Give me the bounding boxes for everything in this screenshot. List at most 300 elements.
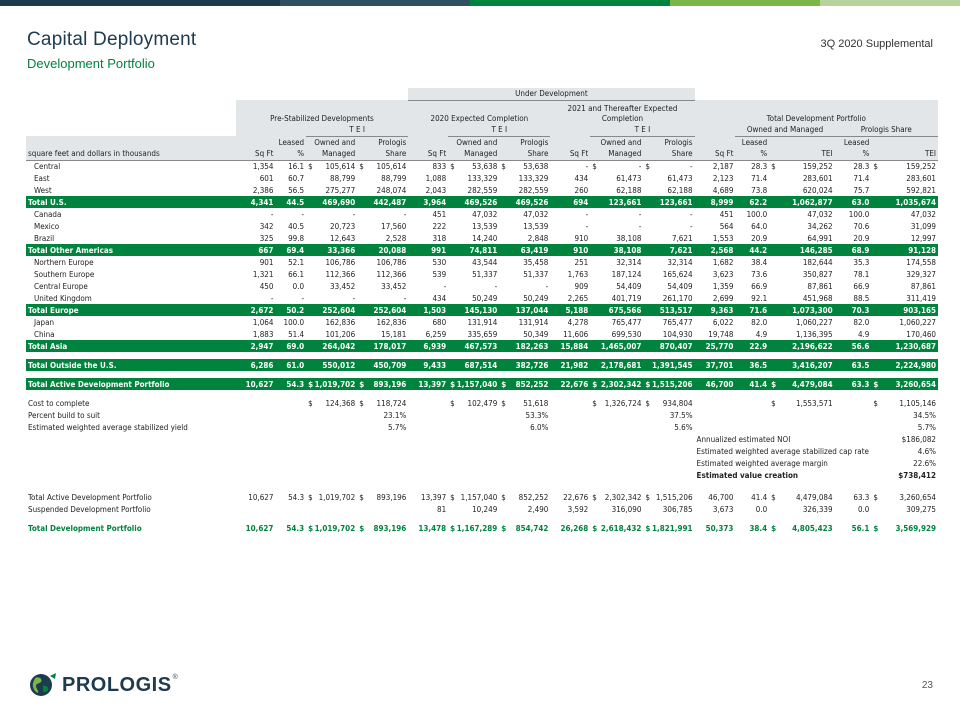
table-cell <box>871 160 938 172</box>
row-label: Total Outside the U.S. <box>26 359 236 371</box>
table-cell <box>735 208 769 220</box>
table-cell <box>408 160 448 172</box>
table-cell <box>590 232 643 244</box>
table-cell <box>735 328 769 340</box>
col-sqft: Sq Ft <box>550 148 590 160</box>
table-cell <box>448 340 499 352</box>
cell-value: 3,416,207 <box>792 360 833 370</box>
table-cell <box>236 328 276 340</box>
col-managed: Managed <box>590 148 643 160</box>
cell-value: 1,167,289 <box>456 523 498 533</box>
table-cell <box>550 232 590 244</box>
dollar-sign: $ <box>592 492 597 502</box>
cell-value: 1,060,227 <box>899 317 936 327</box>
dollar-sign: $ <box>873 492 878 502</box>
topbar-segment <box>820 0 960 6</box>
table-cell <box>769 208 834 220</box>
cell-value: 901 <box>259 257 274 267</box>
table-cell <box>643 397 694 409</box>
table-cell <box>275 491 306 503</box>
cell-value: 81 <box>437 504 447 514</box>
table-cell <box>835 304 872 316</box>
cell-value: 38.4 <box>751 257 768 267</box>
cell-value: 44.5 <box>286 197 305 207</box>
cell-value: 550,012 <box>322 360 356 370</box>
table-cell <box>499 280 550 292</box>
cell-value: - <box>638 221 642 231</box>
table-cell <box>590 340 643 352</box>
table-cell <box>835 397 872 409</box>
table-cell <box>835 522 872 534</box>
header-row-cols2 <box>26 148 938 160</box>
table-cell <box>643 196 694 208</box>
col-leased: Leased <box>835 136 872 148</box>
table-cell <box>550 256 590 268</box>
cell-value: 118,724 <box>376 398 407 408</box>
cell-value: 56.6 <box>851 341 870 351</box>
table-cell <box>306 208 357 220</box>
table-cell <box>448 244 499 256</box>
cell-value: 162,836 <box>325 317 356 327</box>
col-leased: Leased <box>275 136 306 148</box>
cell-value: 0.0 <box>755 504 768 514</box>
dollar-sign: $ <box>771 523 777 533</box>
cell-value: 2,618,432 <box>600 523 642 533</box>
table-cell <box>499 409 550 421</box>
row-label: Japan <box>34 317 55 327</box>
cell-value: 51,337 <box>472 269 498 279</box>
table-cell <box>306 359 357 371</box>
table-cell <box>735 378 769 390</box>
page-number: 23 <box>921 680 933 691</box>
table-cell <box>306 172 357 184</box>
cell-value: 620,024 <box>802 185 833 195</box>
table-cell <box>550 184 590 196</box>
cell-value: 2,265 <box>567 293 589 303</box>
cell-value: 0.0 <box>857 504 870 514</box>
table-cell <box>871 378 938 390</box>
table-cell <box>643 421 694 433</box>
cell-value: 71.4 <box>751 173 768 183</box>
cell-value: 13,397 <box>420 492 447 502</box>
spacer-cell <box>26 371 938 378</box>
table-cell <box>835 232 872 244</box>
cell-value: 2,672 <box>250 305 274 315</box>
spacer-row <box>26 515 938 522</box>
table-cell <box>550 160 590 172</box>
cell-value: 137,044 <box>515 305 549 315</box>
cell-value: 50.2 <box>286 305 305 315</box>
cell-value: 251 <box>574 257 589 267</box>
table-cell <box>871 340 938 352</box>
development-portfolio-table <box>26 88 938 534</box>
cell-value: 106,786 <box>376 257 407 267</box>
table-cell <box>590 256 643 268</box>
table-cell <box>871 268 938 280</box>
table-cell <box>275 503 306 515</box>
dollar-sign: $ <box>501 492 506 502</box>
tei-label: T E I <box>306 124 408 136</box>
cell-value: 3,260,654 <box>899 492 936 502</box>
header-row-sections <box>26 100 938 124</box>
cell-value: 451,968 <box>802 293 833 303</box>
cell-value: 159,252 <box>802 161 833 171</box>
cell-value: 1,321 <box>252 269 274 279</box>
cell-value: 2,043 <box>425 185 447 195</box>
cell-value: 5.6% <box>674 422 693 432</box>
cell-value: 56.1 <box>851 523 870 533</box>
dollar-sign: $ <box>501 379 507 389</box>
table-cell <box>735 359 769 371</box>
table-cell <box>306 244 357 256</box>
dollar-sign: $ <box>450 379 456 389</box>
table-cell <box>835 316 872 328</box>
cell-value: 73.6 <box>751 269 768 279</box>
cell-value: 124,368 <box>325 398 356 408</box>
table-cell <box>357 359 408 371</box>
table-cell <box>590 304 643 316</box>
table-cell <box>357 409 408 421</box>
summary-blank <box>26 457 695 469</box>
table-cell <box>275 196 306 208</box>
row-label: Total Europe <box>26 304 236 316</box>
cell-value: 88.5 <box>853 293 870 303</box>
table-cell <box>275 397 306 409</box>
2021-completion-header: 2021 and Thereafter Expected Completion <box>550 100 694 124</box>
table-cell <box>236 220 276 232</box>
cell-value: 38,108 <box>613 245 642 255</box>
spacer-cell <box>26 390 938 397</box>
table-cell <box>550 328 590 340</box>
table-cell <box>408 359 448 371</box>
cell-value: 833 <box>432 161 447 171</box>
cell-value: 69.0 <box>286 341 305 351</box>
cell-value: 38,108 <box>616 233 642 243</box>
table-cell <box>695 184 736 196</box>
cell-value: 2,178,681 <box>600 360 642 370</box>
cell-value: 1,515,206 <box>652 379 693 389</box>
table-cell <box>306 316 357 328</box>
table-cell <box>769 304 834 316</box>
cell-value: 0.0 <box>292 281 305 291</box>
table-cell <box>695 280 736 292</box>
summary-value: $186,082 <box>901 434 936 444</box>
cell-value: 71.4 <box>853 173 870 183</box>
cell-value: 513,517 <box>659 305 693 315</box>
table-cell <box>236 503 276 515</box>
cell-value: 46,700 <box>708 492 734 502</box>
table-cell <box>408 378 448 390</box>
table-cell <box>275 421 306 433</box>
cell-value: - <box>270 209 274 219</box>
dollar-sign: $ <box>450 398 455 408</box>
table-cell <box>643 208 694 220</box>
cell-value: 63.5 <box>851 360 870 370</box>
cell-value: 1,821,991 <box>652 523 693 533</box>
cell-value: 87,861 <box>807 281 833 291</box>
row-label: Estimated weighted average stabilized yield <box>28 422 188 432</box>
table-cell <box>357 244 408 256</box>
table-cell <box>448 196 499 208</box>
cell-value: 41.4 <box>749 379 768 389</box>
cell-value: 66.1 <box>288 269 305 279</box>
table-cell <box>769 268 834 280</box>
cell-value: - <box>403 293 407 303</box>
table-cell <box>769 316 834 328</box>
row-label: East <box>34 173 50 183</box>
table-cell <box>275 172 306 184</box>
table-cell <box>590 196 643 208</box>
table-cell <box>448 359 499 371</box>
table-cell <box>448 268 499 280</box>
cell-value: 100.0 <box>848 209 870 219</box>
cell-value: 105,614 <box>376 161 407 171</box>
cell-value: 1,019,702 <box>314 379 356 389</box>
table-cell <box>499 208 550 220</box>
table-cell <box>408 280 448 292</box>
cell-value: 1,157,040 <box>460 492 498 502</box>
dollar-sign: $ <box>771 161 776 171</box>
table-cell <box>590 522 643 534</box>
cell-value: 283,601 <box>906 173 936 183</box>
cell-value: 53,638 <box>523 161 549 171</box>
2020-completion-header: 2020 Expected Completion <box>408 100 550 124</box>
table-cell <box>871 232 938 244</box>
table-cell <box>357 503 408 515</box>
cell-value: 63,419 <box>520 245 549 255</box>
table-row <box>26 220 938 232</box>
cell-value: 131,914 <box>467 317 498 327</box>
cell-value: 326,339 <box>802 504 833 514</box>
table-cell <box>448 522 499 534</box>
cell-value: - <box>270 293 274 303</box>
topbar-segment <box>670 0 820 6</box>
table-cell <box>236 196 276 208</box>
cell-value: 264,042 <box>322 341 356 351</box>
cell-value: 35,458 <box>523 257 549 267</box>
table-cell <box>735 220 769 232</box>
cell-value: 451 <box>432 209 447 219</box>
table-cell <box>769 421 834 433</box>
cell-value: 6.0% <box>530 422 549 432</box>
table-cell <box>643 340 694 352</box>
cell-value: 893,196 <box>373 523 407 533</box>
row-label: Total Development Portfolio <box>28 523 142 533</box>
table-cell <box>835 220 872 232</box>
table-cell <box>408 292 448 304</box>
cell-value: 2,224,980 <box>895 360 936 370</box>
cell-value: 687,514 <box>464 360 498 370</box>
cell-value: 309,275 <box>906 504 936 514</box>
cell-value: 66.9 <box>853 281 870 291</box>
spacer-cell <box>26 481 938 491</box>
table-cell <box>275 359 306 371</box>
cell-value: 37.5% <box>669 410 693 420</box>
cell-value: 5.7% <box>388 422 407 432</box>
cell-value: 434 <box>432 293 447 303</box>
cell-value: 342 <box>259 221 274 231</box>
cell-value: 99.8 <box>288 233 305 243</box>
table-cell <box>835 378 872 390</box>
dollar-sign: $ <box>450 523 456 533</box>
table-cell <box>408 220 448 232</box>
cell-value: 54.3 <box>288 492 305 502</box>
tei-label: T E I <box>590 124 694 136</box>
cell-value: 43,544 <box>472 257 498 267</box>
table-cell <box>590 280 643 292</box>
table-cell <box>275 378 306 390</box>
total-row <box>26 378 938 390</box>
cell-value: 451 <box>719 209 734 219</box>
cell-value: 2,848 <box>527 233 549 243</box>
cell-value: 19,748 <box>708 329 734 339</box>
table-cell <box>499 328 550 340</box>
table-cell <box>835 340 872 352</box>
cell-value: 6,286 <box>250 360 274 370</box>
table-cell <box>835 256 872 268</box>
top-color-bar <box>0 0 960 6</box>
table-cell <box>499 522 550 534</box>
cell-value: 6,939 <box>423 341 447 351</box>
col-managed: Managed <box>306 148 357 160</box>
cell-value: 53,638 <box>472 161 498 171</box>
table-cell <box>499 172 550 184</box>
table-cell <box>306 378 357 390</box>
table-cell <box>695 340 736 352</box>
table-cell <box>695 378 736 390</box>
cell-value: 64,991 <box>807 233 833 243</box>
col-share2: Share <box>643 148 694 160</box>
table-cell <box>408 268 448 280</box>
table-cell <box>769 359 834 371</box>
table-cell <box>499 304 550 316</box>
table-cell <box>643 232 694 244</box>
cell-value: 4,479,084 <box>792 379 833 389</box>
table-cell <box>643 256 694 268</box>
table-cell <box>769 172 834 184</box>
cell-value: 893,196 <box>376 492 407 502</box>
table-cell <box>835 244 872 256</box>
table-cell <box>590 503 643 515</box>
cell-value: 694 <box>573 197 589 207</box>
cell-value: 91,128 <box>908 245 936 255</box>
table-cell <box>769 160 834 172</box>
cell-value: 1,465,007 <box>600 341 642 351</box>
cell-value: 2,386 <box>252 185 274 195</box>
table-cell <box>735 304 769 316</box>
table-cell <box>408 256 448 268</box>
table-cell <box>408 316 448 328</box>
cell-value: 1,503 <box>423 305 447 315</box>
table-cell <box>643 292 694 304</box>
cell-value: 1,035,674 <box>895 197 936 207</box>
table-cell <box>357 522 408 534</box>
table-cell <box>499 184 550 196</box>
cell-value: 8,999 <box>710 197 734 207</box>
table-cell <box>499 196 550 208</box>
dollar-sign: $ <box>771 492 776 502</box>
cell-value: 178,017 <box>373 341 407 351</box>
cell-value: 23.1% <box>383 410 407 420</box>
cell-value: 2,302,342 <box>600 379 642 389</box>
table-cell <box>769 522 834 534</box>
cell-value: 20.9 <box>853 233 870 243</box>
cell-value: 1,515,206 <box>655 492 693 502</box>
table-cell <box>695 316 736 328</box>
table-cell <box>306 491 357 503</box>
table-cell <box>448 328 499 340</box>
table-cell <box>871 491 938 503</box>
table-cell <box>236 421 276 433</box>
summary-row <box>26 469 938 481</box>
col-share2: Share <box>499 148 550 160</box>
row-label: Brazil <box>34 233 55 243</box>
cell-value: 539 <box>432 269 447 279</box>
cell-value: 3,260,654 <box>895 379 936 389</box>
cell-value: 2,187 <box>712 161 734 171</box>
cell-value: 260 <box>574 185 589 195</box>
cell-value: 1,019,702 <box>318 492 356 502</box>
cell-value: 78.1 <box>853 269 870 279</box>
cell-value: 1,064 <box>252 317 274 327</box>
cell-value: - <box>689 161 693 171</box>
cell-value: 680 <box>432 317 447 327</box>
cell-value: 14,240 <box>472 233 498 243</box>
table-cell <box>590 491 643 503</box>
table-cell <box>357 208 408 220</box>
table-cell <box>306 304 357 316</box>
cell-value: 382,726 <box>515 360 549 370</box>
cell-value: - <box>494 281 498 291</box>
table-cell <box>448 491 499 503</box>
cell-value: 182,263 <box>515 341 549 351</box>
table-cell <box>835 409 872 421</box>
cell-value: 765,477 <box>611 317 642 327</box>
table-cell <box>236 359 276 371</box>
summary-row <box>26 433 938 445</box>
cell-value: 53.3% <box>525 410 549 420</box>
cell-value: 47,032 <box>910 209 936 219</box>
table-cell <box>499 421 550 433</box>
cell-value: 63.3 <box>853 492 870 502</box>
table-cell <box>590 244 643 256</box>
cell-value: 54.3 <box>286 379 305 389</box>
row-label: Suspended Development Portfolio <box>28 504 151 514</box>
table-row <box>26 292 938 304</box>
cell-value: 34.5% <box>913 410 936 420</box>
cell-value: 60.7 <box>288 173 305 183</box>
cell-value: 170,460 <box>906 329 936 339</box>
cell-value: 9,433 <box>423 360 447 370</box>
table-cell <box>357 256 408 268</box>
table-cell <box>695 328 736 340</box>
table-cell <box>275 340 306 352</box>
table-row <box>26 280 938 292</box>
table-cell <box>357 340 408 352</box>
table-cell <box>871 409 938 421</box>
cell-value: 46,700 <box>705 379 734 389</box>
cell-value: 22,676 <box>560 379 589 389</box>
cell-value: 450,709 <box>373 360 407 370</box>
row-label: Central <box>34 161 61 171</box>
table-cell <box>275 256 306 268</box>
cell-value: 47,032 <box>523 209 549 219</box>
dollar-sign: $ <box>645 379 651 389</box>
col-tei: TEI <box>769 148 834 160</box>
cell-value: 133,329 <box>467 173 498 183</box>
registered-mark: ® <box>172 674 178 681</box>
table-cell <box>735 397 769 409</box>
